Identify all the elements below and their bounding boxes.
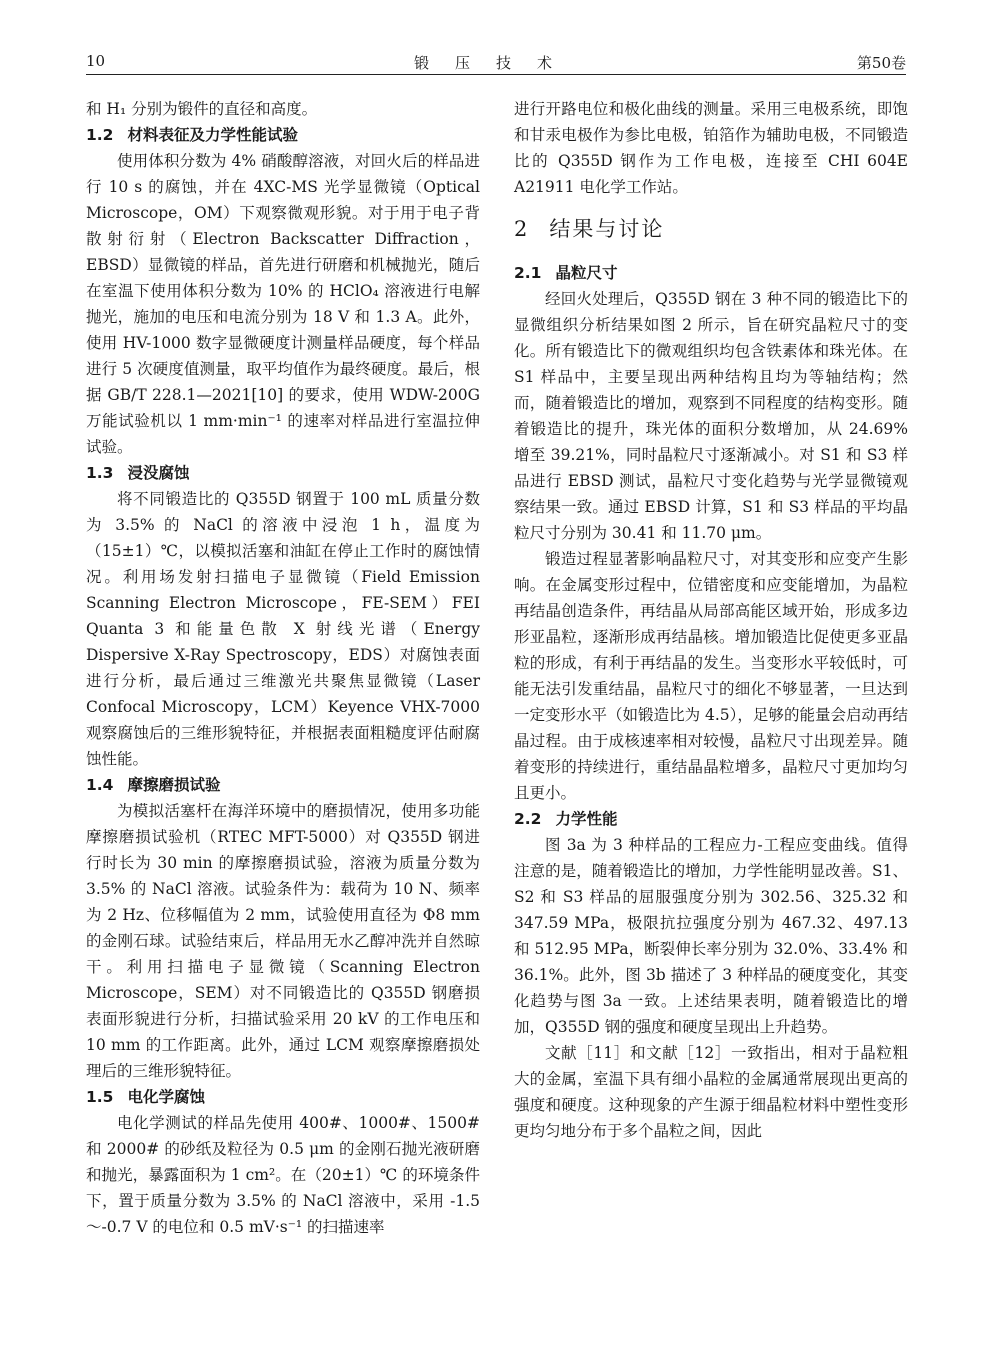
- right-paragraph: 锻造过程显著影响晶粒尺寸，对其变形和应变产生影响。在金属变形过程中，位错密度和应变能增加，为晶粒再结晶创造条件，再结晶从局部高能区域开始，形成多边形亚晶粒，逐渐形成再结晶核。增加锻造比促使更多亚晶粒的形成，有利于再结晶的发生。当变形水平较低时，可能无法引发重结晶，晶粒尺寸的细化不够显著，一旦达到一定变形水平（如锻造比为 4.5），足够的能量会启动再结晶过程。由于成核速率相对较慢，晶粒尺寸出现差异。随着变形的持续进行，重结晶晶粒增多，晶粒尺寸更加均匀且更小。: [514, 550, 908, 802]
- section-number: 1.3: [86, 464, 114, 482]
- right-column: [514, 96, 908, 1144]
- section-title: 材料表征及力学性能试验: [127, 126, 298, 144]
- right-paragraph: 图 3a 为 3 种样品的工程应力-工程应变曲线。值得注意的是，随着锻造比的增加，力学性能明显改善。S1、S2 和 S3 样品的屈服强度分别为 302.56、325.32 和 347.59 MPa，极限抗拉强度分别为 467.32、497.13 和 512.95 MPa，断裂伸长率分别为 32.0%、33.4% 和 36.1%。此外，图 3b 描述了 3 种样品的硬度变化，其变化趋势与图 3a 一致。上述结果表明，随着锻造比的增加，Q355D 钢的强度和硬度呈现出上升趋势。: [514, 836, 908, 1036]
- section-number: 1.4: [86, 776, 114, 794]
- right-paragraph: 进行开路电位和极化曲线的测量。采用三电极系统，即饱和甘汞电极作为参比电极，铂箔作为辅助电极，不同锻造比的 Q355D 钢作为工作电极，连接至 CHI 604E A21911 电化学工作站。: [514, 100, 908, 196]
- section-number: 2: [514, 217, 530, 241]
- left-column: [86, 96, 480, 1240]
- section-number: 2.1: [514, 264, 542, 282]
- left-paragraph: 和 H₁ 分别为锻件的直径和高度。: [86, 100, 318, 118]
- section-title: 晶粒尺寸: [555, 264, 618, 282]
- section-number: 1.2: [86, 126, 114, 144]
- section-number: 1.5: [86, 1088, 114, 1106]
- right-paragraph: 经回火处理后，Q355D 钢在 3 种不同的锻造比下的显微组织分析结果如图 2 所示，旨在研究晶粒尺寸的变化。所有锻造比下的微观组织均包含铁素体和珠光体。在 S1 样品中，主要呈现出两种结构且均为等轴结构；然而，随着锻造比的增加，观察到不同程度的结构变形。随着锻造比的提升，珠光体的面积分数增加，从 24.69% 增至 39.21%，同时晶粒尺寸逐渐减小。对 S1 和 S3 样品进行 EBSD 测试，晶粒尺寸变化趋势与光学显微镜观察结果一致。通过 EBSD 计算，S1 和 S3 样品的平均晶粒尺寸分别为 30.41 和 11.70 μm。: [514, 290, 908, 542]
- right-paragraph: 文献［11］和文献［12］一致指出，相对于晶粒粗大的金属，室温下具有细小晶粒的金属通常展现出更高的强度和硬度。这种现象的产生源于细晶粒材料中塑性变形更均匀地分布于多个晶粒之间，因此: [514, 1044, 908, 1140]
- section-title: 结果与讨论: [549, 217, 665, 241]
- running-header: [86, 50, 906, 75]
- right-heading: [514, 806, 908, 832]
- left-paragraph: 将不同锻造比的 Q355D 钢置于 100 mL 质量分数为 3.5% 的 NaCl 的溶液中浸泡 1 h，温度为（15±1）℃，以模拟活塞和油缸在停止工作时的腐蚀情况。利用场发射扫描电子显微镜（Field Emission Scanning Electron Microscope，FE-SEM）FEI Quanta 3 和能量色散 X 射线光谱（Energy Dispersive X-Ray Spectroscopy，EDS）对腐蚀表面进行分析，最后通过三维激光共聚焦显微镜（Laser Confocal Microscopy，LCM）Keyence VHX-7000 观察腐蚀后的三维形貌特征，并根据表面粗糙度评估耐腐蚀性能。: [86, 490, 480, 768]
- section-title: 摩擦磨损试验: [127, 776, 221, 794]
- section-number: 2.2: [514, 810, 542, 828]
- right-heading: [514, 216, 908, 242]
- section-title: 浸没腐蚀: [127, 464, 190, 482]
- section-title: 力学性能: [555, 810, 618, 828]
- left-heading: [86, 122, 480, 148]
- volume-label: 第50卷: [856, 54, 906, 72]
- left-heading: [86, 772, 480, 798]
- journal-title: 锻压技术: [413, 54, 578, 72]
- page-number: 10: [86, 52, 106, 70]
- left-paragraph: 使用体积分数为 4% 硝酸醇溶液，对回火后的样品进行 10 s 的腐蚀，并在 4XC-MS 光学显微镜（Optical Microscope，OM）下观察微观形貌。对于用于电子背散射衍射（Electron Backscatter Diffraction，EBSD）显微镜的样品，首先进行研磨和机械抛光，随后在室温下使用体积分数为 10% 的 HClO₄ 溶液进行电解抛光，施加的电压和电流分别为 18 V 和 1.3 A。此外，使用 HV-1000 数字显微硬度计测量样品硬度，每个样品进行 5 次硬度值测量，取平均值作为最终硬度。最后，根据 GB/T 228.1—2021[10] 的要求，使用 WDW-200G 万能试验机以 1 mm·min⁻¹ 的速率对样品进行室温拉伸试验。: [86, 152, 480, 456]
- left-paragraph: 电化学测试的样品先使用 400#、1000#、1500# 和 2000# 的砂纸及粒径为 0.5 μm 的金刚石抛光液研磨和抛光，暴露面积为 1 cm²。在（20±1）℃ 的环境条件下，置于质量分数为 3.5% 的 NaCl 溶液中，采用 -1.5～-0.7 V 的电位和 0.5 mV·s⁻¹ 的扫描速率: [86, 1114, 480, 1236]
- left-paragraph: 为模拟活塞杆在海洋环境中的磨损情况，使用多功能摩擦磨损试验机（RTEC MFT-5000）对 Q355D 钢进行时长为 30 min 的摩擦磨损试验，溶液为质量分数为 3.5% 的 NaCl 溶液。试验条件为：载荷为 10 N、频率为 2 Hz、位移幅值为 2 mm，试验使用直径为 Φ8 mm 的金刚石球。试验结束后，样品用无水乙醇冲洗并自然晾干。利用扫描电子显微镜（Scanning Electron Microscope，SEM）对不同锻造比的 Q355D 钢磨损表面形貌进行分析，扫描试验采用 20 kV 的工作电压和 10 mm 的工作距离。此外，通过 LCM 观察摩擦磨损处理后的三维形貌特征。: [86, 802, 480, 1080]
- section-title: 电化学腐蚀: [127, 1088, 205, 1106]
- left-heading: [86, 1084, 480, 1110]
- right-heading: [514, 260, 908, 286]
- left-heading: [86, 460, 480, 486]
